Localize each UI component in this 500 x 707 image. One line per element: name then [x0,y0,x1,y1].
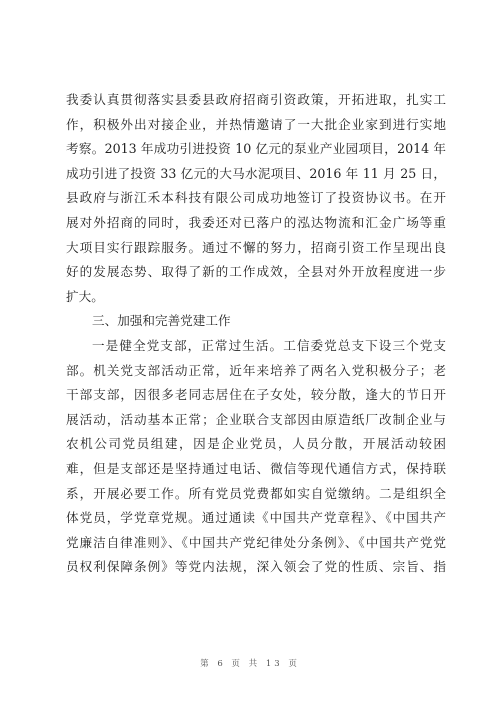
paragraph-investment [66,88,446,309]
section-heading-text: 三、加强和完善党建工作 [92,313,231,329]
text-line: 考察。2013 年成功引进投资 10 亿元的泵业产业园项目，2014 年 [66,141,446,157]
text-line: 党廉洁自律准则》、《中国共产党纪律处分条例》、《中国共产党党 [66,534,446,550]
text-line: 一是健全党支部，正常过生活。工信委党总支下设三个党支 [92,337,446,353]
text-line: 扩大。 [66,288,104,304]
text-line: 好的发展态势、取得了新的工作成效，全县对外开放程度进一步 [66,264,446,280]
text-line: 县政府与浙江禾本科技有限公司成功地签订了投资协议书。在开 [66,190,446,206]
page-footer: 第 6 页 共 13 页 [200,659,300,669]
section-heading [66,309,446,334]
text-line: 成功引进了投资 33 亿元的大马水泥项目、2016 年 11 月 25 日， [66,165,446,181]
text-line: 部。机关党支部活动正常，近年来培养了两名入党积极分子；老 [66,362,446,378]
text-line: 干部支部，因很多老同志居住在子女处，较分散，逢大的节日开 [66,387,446,403]
body-text [66,88,446,580]
text-line: 展对外招商的同时，我委还对已落户的泓达物流和汇金广场等重 [66,214,446,230]
text-line: 体党员，学党章党规。通过通读《中国共产党章程》、《中国共产 [66,510,446,526]
text-line: 展活动，活动基本正常；企业联合支部因由原造纸厂改制企业与 [66,411,446,427]
paragraph-party-building [66,334,446,580]
text-line: 农机公司党员组建，因是企业党员，人员分散，开展活动较困 [66,436,446,452]
text-line: 系，开展必要工作。所有党员党费都如实自觉缴纳。二是组织全 [66,485,446,501]
text-line: 难，但是支部还是坚持通过电话、微信等现代通信方式，保持联 [66,460,446,476]
text-line: 大项目实行跟踪服务。通过不懈的努力，招商引资工作呈现出良 [66,239,446,255]
text-line: 作，积极外出对接企业，并热情邀请了一大批企业家到进行实地 [66,116,446,132]
text-line: 我委认真贯彻落实县委县政府招商引资政策，开拓进取，扎实工 [66,92,446,107]
text-line: 员权利保障条例》等党内法规，深入领会了党的性质、宗旨、指 [66,559,446,575]
